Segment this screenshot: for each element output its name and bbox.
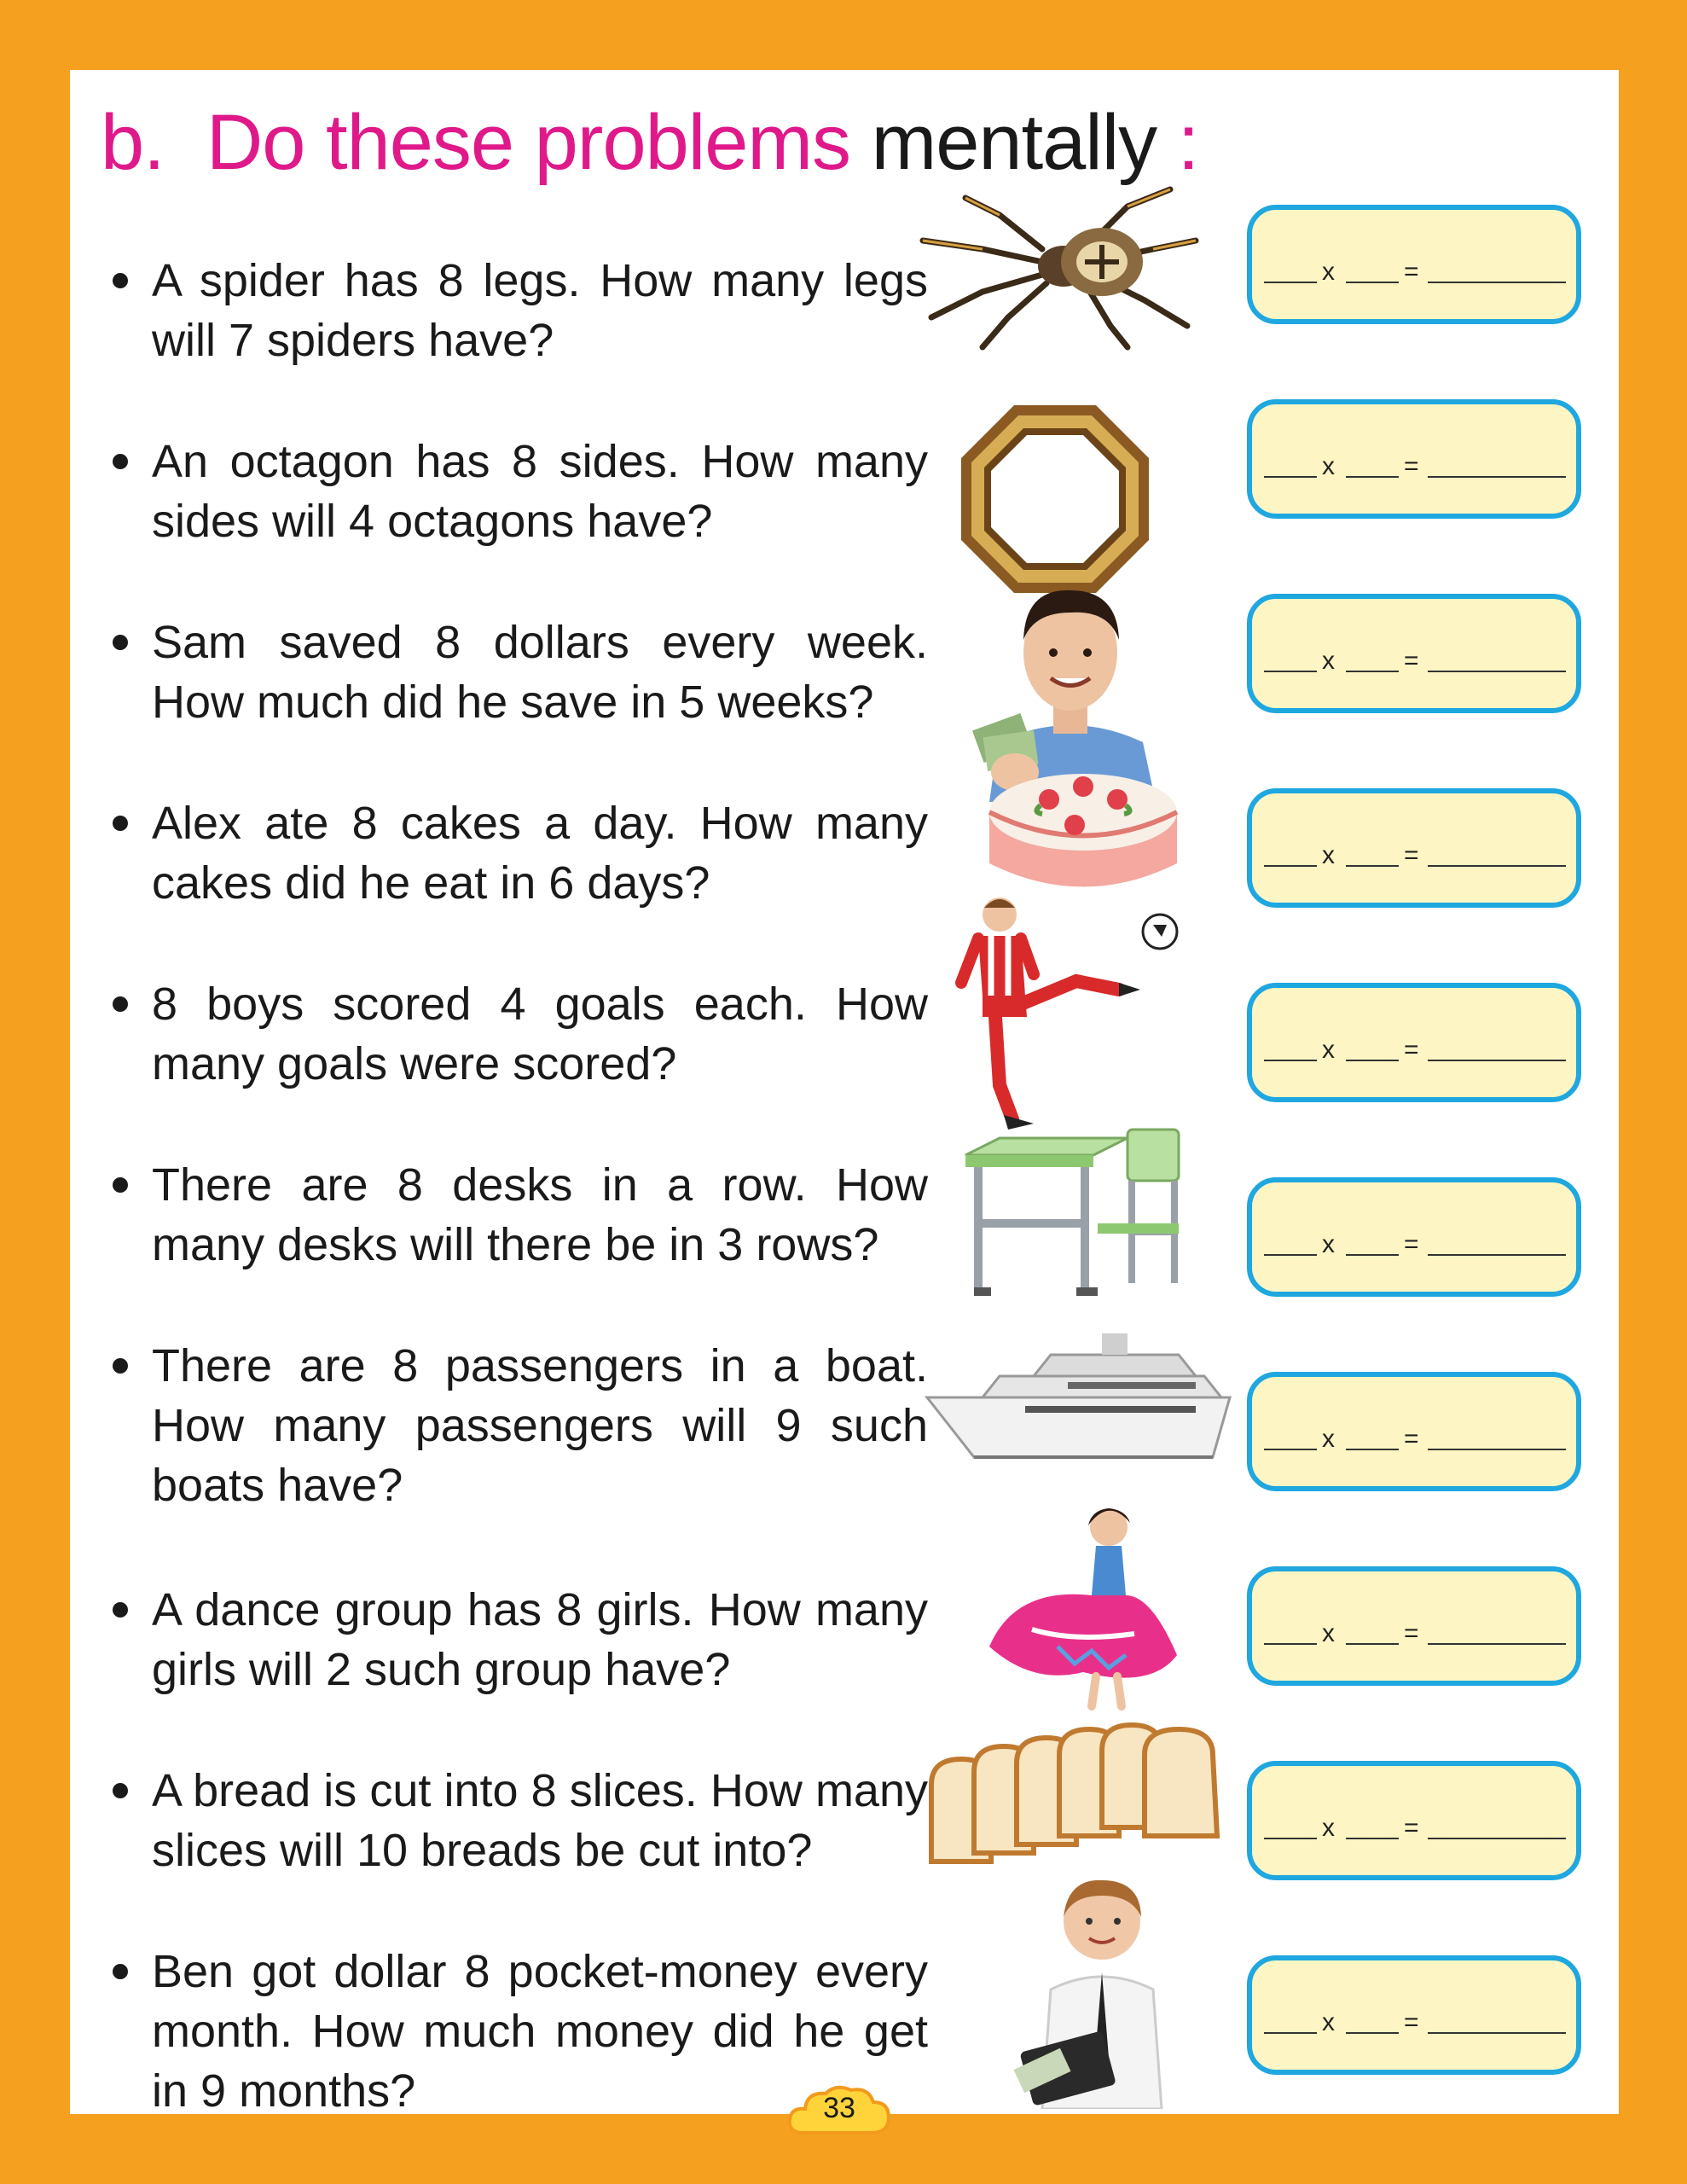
problem-item — [101, 613, 928, 732]
times-sign: x — [1322, 1619, 1335, 1647]
problem-item — [101, 251, 928, 370]
answer-result-blank[interactable] — [1428, 865, 1566, 867]
bullet — [101, 613, 152, 732]
worksheet-page — [70, 70, 1619, 2124]
answer-result-blank[interactable] — [1428, 1643, 1566, 1645]
answer-blank[interactable] — [1264, 1838, 1317, 1839]
title-rest: mentally — [871, 99, 1157, 186]
bullet — [101, 432, 152, 551]
problem-text: There are 8 desks in a row. How many desks will there be in 3 rows? — [152, 1159, 928, 1270]
answer-blank[interactable] — [1264, 1060, 1317, 1061]
section-label: b. — [101, 99, 165, 186]
answer-blank[interactable] — [1346, 865, 1399, 867]
problem-text: A spider has 8 legs. How many legs will 7 spiders have? — [152, 255, 928, 366]
problem-text: 8 boys scored 4 goals each. How many goals were scored? — [152, 979, 928, 1089]
answer-blank[interactable] — [1346, 476, 1399, 478]
equals-sign: = — [1404, 1619, 1419, 1647]
answer-result-blank[interactable] — [1428, 671, 1566, 672]
answer-blank[interactable] — [1346, 2032, 1399, 2034]
answer-result-blank[interactable] — [1428, 1449, 1566, 1450]
problem-item — [101, 1336, 928, 1515]
problem-item — [101, 793, 928, 913]
answer-blank[interactable] — [1346, 282, 1399, 283]
answer-blank[interactable] — [1346, 1060, 1399, 1061]
answer-blank[interactable] — [1264, 1643, 1317, 1645]
equals-sign: = — [1404, 1230, 1419, 1258]
answer-box[interactable] — [1247, 983, 1581, 1102]
times-sign: x — [1322, 1036, 1335, 1064]
answer-box[interactable] — [1247, 1761, 1581, 1880]
answer-blank[interactable] — [1346, 1643, 1399, 1645]
answer-box[interactable] — [1247, 1566, 1581, 1686]
title-colon: : — [1177, 99, 1199, 186]
times-sign: x — [1322, 841, 1335, 869]
answer-blank[interactable] — [1264, 671, 1317, 672]
bullet — [101, 974, 152, 1094]
problem-text: A bread is cut into 8 slices. How many slices will 10 breads be cut into? — [152, 1765, 928, 1876]
yacht-icon — [923, 1329, 1238, 1466]
bullet — [101, 1580, 152, 1699]
cake-icon — [981, 752, 1186, 906]
equals-sign: = — [1404, 1425, 1419, 1453]
problem-item — [101, 974, 928, 1094]
page-number-badge — [786, 2083, 892, 2136]
times-sign: x — [1322, 1814, 1335, 1842]
problem-text: There are 8 passengers in a boat. How many passengers will 9 such boats have? — [152, 1340, 928, 1511]
answer-blank[interactable] — [1264, 2032, 1317, 2034]
answer-box[interactable] — [1247, 205, 1581, 324]
answer-result-blank[interactable] — [1428, 1060, 1566, 1061]
equals-sign: = — [1404, 452, 1419, 480]
problem-text: A dance group has 8 girls. How many girls will 2 such group have? — [152, 1584, 928, 1695]
answer-box[interactable] — [1247, 1372, 1581, 1491]
football-player-icon — [948, 889, 1187, 1136]
equals-sign: = — [1404, 841, 1419, 869]
equals-sign: = — [1404, 258, 1419, 286]
answer-box[interactable] — [1247, 1177, 1581, 1297]
boy-with-wallet-icon — [991, 1870, 1187, 2109]
problem-item — [101, 1580, 928, 1699]
problem-text: Alex ate 8 cakes a day. How many cakes did he eat in 6 days? — [152, 798, 928, 909]
answer-box[interactable] — [1247, 399, 1581, 519]
answer-result-blank[interactable] — [1428, 282, 1566, 283]
problem-item — [101, 432, 928, 551]
problem-text: An octagon has 8 sides. How many sides will 4 octagons have? — [152, 436, 928, 547]
answer-box[interactable] — [1247, 594, 1581, 713]
bullet — [101, 251, 152, 370]
bullet — [101, 1761, 152, 1880]
equals-sign: = — [1404, 2008, 1419, 2036]
octagon-frame-icon — [957, 401, 1153, 597]
bullet — [101, 1336, 152, 1515]
answer-blank[interactable] — [1346, 1449, 1399, 1450]
bullet — [101, 793, 152, 913]
times-sign: x — [1322, 1230, 1335, 1258]
problem-item — [101, 1761, 928, 1880]
answer-blank[interactable] — [1264, 282, 1317, 283]
times-sign: x — [1322, 647, 1335, 675]
answer-result-blank[interactable] — [1428, 1254, 1566, 1256]
problem-text: Ben got dollar 8 pocket-money every month. How much money did he get in 9 months? — [152, 1946, 928, 2117]
answer-blank[interactable] — [1264, 1254, 1317, 1256]
dancing-girl-icon — [981, 1493, 1186, 1715]
answer-result-blank[interactable] — [1428, 476, 1566, 478]
equals-sign: = — [1404, 1814, 1419, 1842]
problem-item — [101, 1155, 928, 1275]
spider-icon — [914, 181, 1204, 351]
equals-sign: = — [1404, 1036, 1419, 1064]
page-number: 33 — [823, 2092, 855, 2124]
title-highlight: Do these problems — [206, 99, 851, 186]
bread-slices-icon — [923, 1716, 1238, 1870]
answer-blank[interactable] — [1346, 1254, 1399, 1256]
answer-blank[interactable] — [1264, 1449, 1317, 1450]
answer-blank[interactable] — [1346, 1838, 1399, 1839]
answer-box[interactable] — [1247, 788, 1581, 908]
answer-blank[interactable] — [1264, 476, 1317, 478]
bullet — [101, 1155, 152, 1275]
answer-box[interactable] — [1247, 1955, 1581, 2075]
desk-icon — [957, 1121, 1187, 1317]
problem-text: Sam saved 8 dollars every week. How much did he save in 5 weeks? — [152, 617, 928, 728]
times-sign: x — [1322, 2008, 1335, 2036]
answer-result-blank[interactable] — [1428, 1838, 1566, 1839]
answer-blank[interactable] — [1346, 671, 1399, 672]
answer-blank[interactable] — [1264, 865, 1317, 867]
times-sign: x — [1322, 1425, 1335, 1453]
times-sign: x — [1322, 452, 1335, 480]
times-sign: x — [1322, 258, 1335, 286]
bullet — [101, 1942, 152, 2121]
answer-result-blank[interactable] — [1428, 2032, 1566, 2034]
equals-sign: = — [1404, 647, 1419, 675]
